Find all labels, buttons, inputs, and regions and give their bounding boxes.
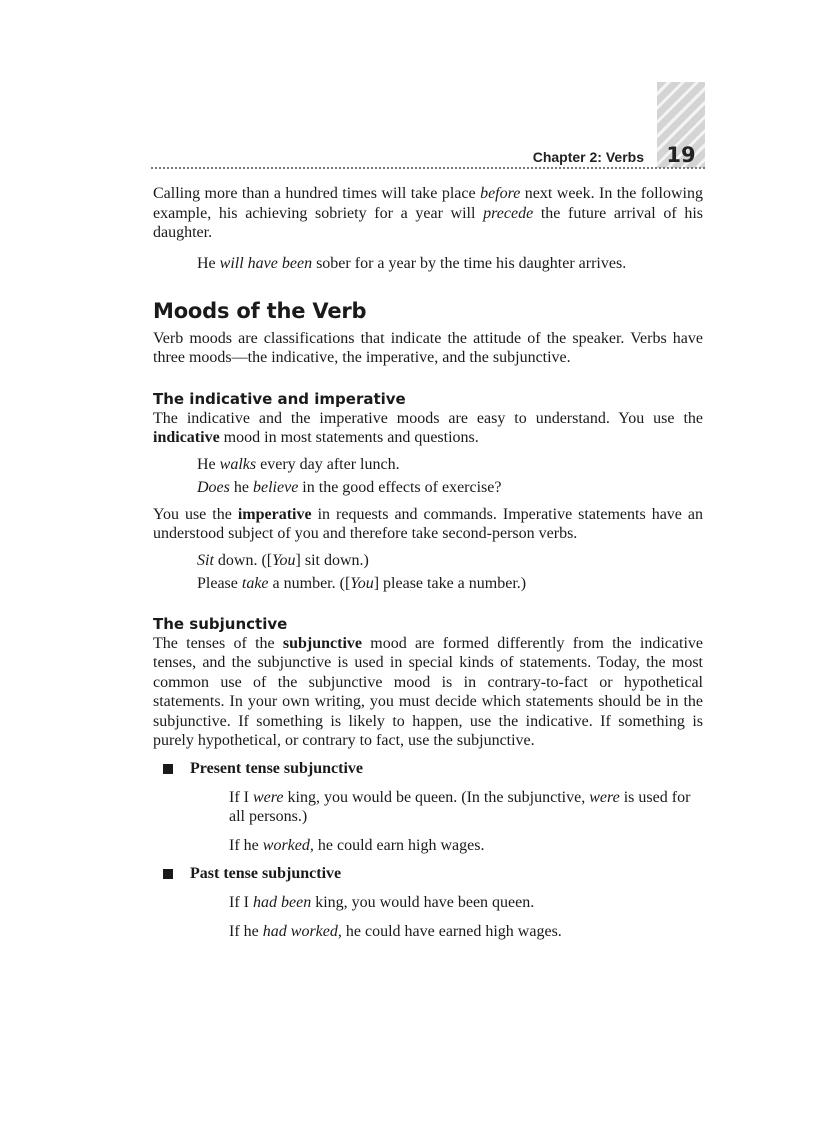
page-number: 19 (666, 143, 696, 167)
subheading-subjunctive: The subjunctive (153, 614, 288, 633)
subheading-indicative-imperative: The indicative and imperative (153, 389, 406, 408)
indicative-paragraph: The indicative and the imperative moods are easy to understand. You use the indicative mood in most statements and questions. (153, 409, 703, 446)
bullet-past-tense-subjunctive: Past tense subjunctive (153, 864, 703, 884)
imperative-paragraph: You use the imperative in requests and commands. Imperative statements have an understood subject of you and therefore take second-person verbs. (153, 505, 704, 542)
bullet-square-icon (163, 764, 173, 774)
imperative-example-2: Please take a number. ([You] please take a number.) (197, 574, 527, 592)
present-subjunctive-example-1: If I were king, you would be queen. (In the subjunctive, were is used for all persons.) (229, 788, 691, 825)
section-heading-moods: Moods of the Verb (153, 298, 367, 323)
header-divider (151, 167, 705, 169)
past-subjunctive-example-1: If I had been king, you would have been queen. (229, 894, 535, 911)
subjunctive-paragraph: The tenses of the subjunctive mood are formed differently from the indicative tenses, and the subjunctive is used in special kinds of statements. Today, the most common use of the subjunctive mood is in contrary-to-fact or hypothetical statements. In your own writing, you must decide which statements should be in the subjunctive. If something is likely to happen, use the indicative. If something is purely hypothetical, or contrary to fact, use the subjunctive. (153, 634, 703, 749)
bullet-square-icon (163, 869, 173, 879)
page-body (153, 184, 703, 941)
intro-example: He will have been sober for a year by the time his daughter arrives. (197, 254, 627, 272)
bullet-present-tense-subjunctive: Present tense subjunctive (153, 759, 703, 779)
indicative-example-1: He walks every day after lunch. (197, 455, 400, 473)
present-subjunctive-example-2: If he worked, he could earn high wages. (229, 836, 485, 854)
intro-paragraph: Calling more than a hundred times will take place before next week. In the following example, his achieving sobriety for a year will precede the future arrival of his daughter. (153, 185, 704, 241)
indicative-example-2: Does he believe in the good effects of exercise? (197, 478, 502, 496)
running-header-chapter-title: Chapter 2: Verbs (532, 149, 644, 165)
imperative-example-1: Sit down. ([You] sit down.) (197, 551, 369, 569)
moods-paragraph: Verb moods are classifications that indicate the attitude of the speaker. Verbs have three moods—the indicative, the imperative, and the subjunctive. (153, 329, 703, 366)
past-subjunctive-example-2: If he had worked, he could have earned high wages. (229, 922, 562, 940)
